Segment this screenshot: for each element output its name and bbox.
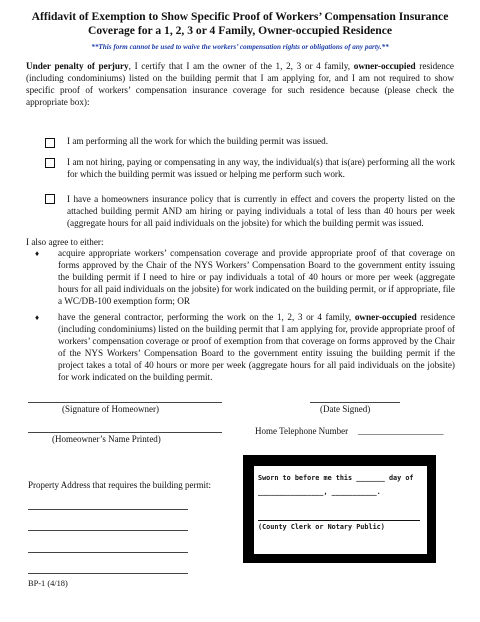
checkbox-option-2[interactable] <box>45 158 55 168</box>
bullet2-text-b: residence (including condominiums) listed on the building permit that I am applying for, provide appropriate proof of workers’ compensation coverage or proof of exemption from that coverage on forms approved by the Chair of the NYS Workers’ Compensation Board to the government entity issuing the building permit if the project takes a total of 40 hours or more per week (aggregate hours for all paid individuals on the jobsite) for work indicated on the building permit. <box>58 312 456 382</box>
telephone-field[interactable]: ___________________ <box>358 426 444 436</box>
bullet-diamond-icon: ♦ <box>35 313 40 322</box>
bullet2-text-a: have the general contractor, performing the work on the 1, 2, 3 or 4 family, <box>58 312 355 322</box>
signature-label: (Signature of Homeowner) <box>62 404 159 414</box>
signature-line[interactable] <box>28 402 222 403</box>
printed-name-line[interactable] <box>28 432 222 433</box>
form-code: BP-1 (4/18) <box>28 579 68 588</box>
agreement-bullet-2 <box>58 312 455 383</box>
date-line[interactable] <box>310 402 400 403</box>
notary-date-line[interactable]: ________________, ___________. <box>258 488 381 496</box>
checkbox-option-3[interactable] <box>45 194 55 204</box>
address-line-2[interactable] <box>28 530 188 531</box>
notary-sworn-line: Sworn to before me this _______ day of <box>258 474 414 482</box>
telephone-label: Home Telephone Number <box>255 426 349 436</box>
form-title-line1: Affidavit of Exemption to Show Specific Proof of Workers’ Compensation Insurance <box>31 10 449 23</box>
intro-text-b: residence (including condominiums) listed on the building permit that I am applying for, and I am not required to show specific proof of workers’ compensation insurance coverage for such residence because (please check the appropriate box): <box>26 61 454 107</box>
notary-signer-label: (County Clerk or Notary Public) <box>258 523 385 531</box>
agreement-bullet-1: acquire appropriate workers’ compensation coverage and provide appropriate proof of that coverage on forms approved by the Chair of the NYS Workers’ Compensation Board to the government entity issuing the building permit if I need to hire or pay individuals a total of 40 hours or more per week (aggregate hours for all paid individuals on the jobsite) for work indicated on the building permit, or if appropriate, file a WC/DB-100 exemption form; OR <box>58 248 455 306</box>
intro-text-a: , I certify that I am the owner of the 1, 2, 3 or 4 family, <box>128 61 354 71</box>
address-line-3[interactable] <box>28 552 188 553</box>
option-3-label: I have a homeowners insurance policy that is currently in effect and covers the property listed on the attached building permit AND am hiring or paying individuals a total of less than 40 hours per week (aggregate hours for all paid individuals on the jobsite) for which the building permit was issued. <box>67 194 455 228</box>
intro-paragraph <box>26 61 454 109</box>
form-title-line2: Coverage for a 1, 2, 3 or 4 Family, Owner-occupied Residence <box>87 24 393 37</box>
option-2-label: I am not hiring, paying or compensating in any way, the individual(s) that is(are) performing all the work for which the building permit was issued or helping me perform such work. <box>67 157 455 179</box>
warning-note: **This form cannot be used to waive the workers’ compensation rights or obligations of any party.** <box>91 43 389 51</box>
notary-signature-line[interactable] <box>258 520 420 521</box>
printed-name-label: (Homeowner’s Name Printed) <box>52 434 161 444</box>
date-label: (Date Signed) <box>320 404 371 414</box>
owner-occupied-term: owner-occupied <box>354 312 417 322</box>
property-address-label: Property Address that requires the building permit: <box>28 480 211 490</box>
address-line-1[interactable] <box>28 509 188 510</box>
checkbox-option-1[interactable] <box>45 138 55 148</box>
perjury-lead: Under penalty of perjury <box>26 61 129 71</box>
agree-heading: I also agree to either: <box>26 237 104 247</box>
address-line-4[interactable] <box>28 573 188 574</box>
bullet-diamond-icon: ♦ <box>35 249 40 258</box>
owner-occupied-term: owner-occupied <box>353 61 416 71</box>
option-1-label: I am performing all the work for which the building permit was issued. <box>67 136 329 146</box>
